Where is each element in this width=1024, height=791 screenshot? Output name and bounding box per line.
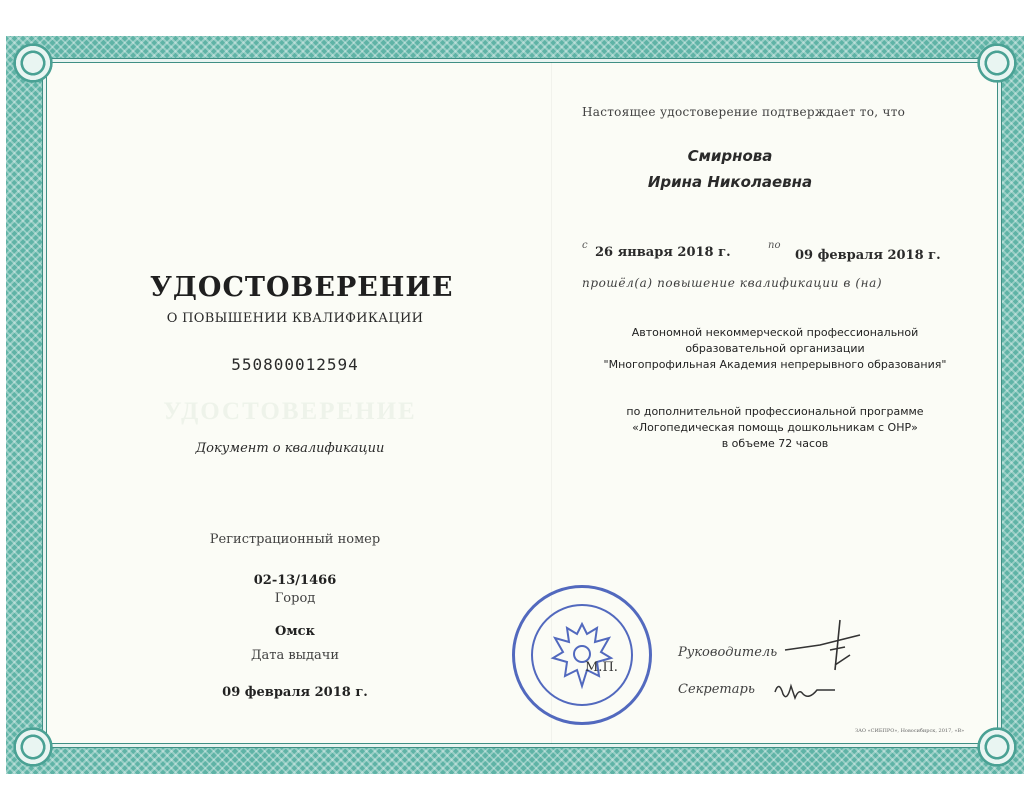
program-block	[585, 404, 965, 452]
date-to: 09 февраля 2018 г.	[795, 248, 941, 263]
date-from-label: с	[582, 240, 588, 251]
corner-ornament	[10, 40, 56, 86]
date-from: 26 января 2018 г.	[595, 245, 731, 260]
organization-line: образовательной организации	[685, 342, 865, 355]
secretary-signature-label: Секретарь	[678, 682, 755, 697]
date-to-label: по	[768, 240, 781, 251]
secretary-signature	[765, 672, 845, 707]
document-type: Документ о квалификации	[195, 441, 385, 456]
issue-date-label: Дата выдачи	[250, 648, 340, 663]
corner-ornament	[974, 724, 1020, 770]
head-signature	[780, 615, 870, 675]
eagle-emblem-icon	[545, 616, 619, 694]
city-label: Город	[274, 591, 316, 606]
program-name: «Логопедическая помощь дошкольникам с ОНР»	[632, 421, 918, 434]
printer-footer: ЗАО «СИБПРО», Новосибирск, 2017, «В»	[855, 728, 965, 734]
seal-place-mark: М.П.	[585, 660, 618, 675]
city-value: Омск	[275, 624, 315, 639]
organization-block	[585, 325, 965, 373]
registration-label: Регистрационный номер	[209, 532, 381, 547]
official-seal	[512, 585, 652, 725]
holder-surname: Смирнова	[687, 147, 773, 165]
confirmation-text: Настоящее удостоверение подтверждает то, что	[582, 105, 906, 119]
certificate-title: УДОСТОВЕРЕНИЕ	[150, 272, 454, 303]
passed-text: прошёл(а) повышение квалификации в (на)	[582, 276, 883, 290]
holder-given-names: Ирина Николаевна	[647, 173, 813, 191]
program-hours: в объеме 72 часов	[721, 437, 829, 450]
head-signature-label: Руководитель	[678, 645, 778, 660]
organization-line: Автономной некоммерческой профессиональной	[631, 326, 919, 339]
organization-name: "Многопрофильная Академия непрерывного образования"	[603, 358, 947, 371]
corner-ornament	[974, 40, 1020, 86]
certificate-number: 550800012594	[231, 355, 359, 374]
registration-number: 02-13/1466	[253, 573, 337, 588]
watermark-title: УДОСТОВЕРЕНИЕ	[163, 398, 417, 425]
issue-date: 09 февраля 2018 г.	[222, 685, 368, 700]
certificate-subtitle: О ПОВЫШЕНИИ КВАЛИФИКАЦИИ	[166, 311, 424, 326]
corner-ornament	[10, 724, 56, 770]
program-line: по дополнительной профессиональной программе	[626, 405, 924, 418]
